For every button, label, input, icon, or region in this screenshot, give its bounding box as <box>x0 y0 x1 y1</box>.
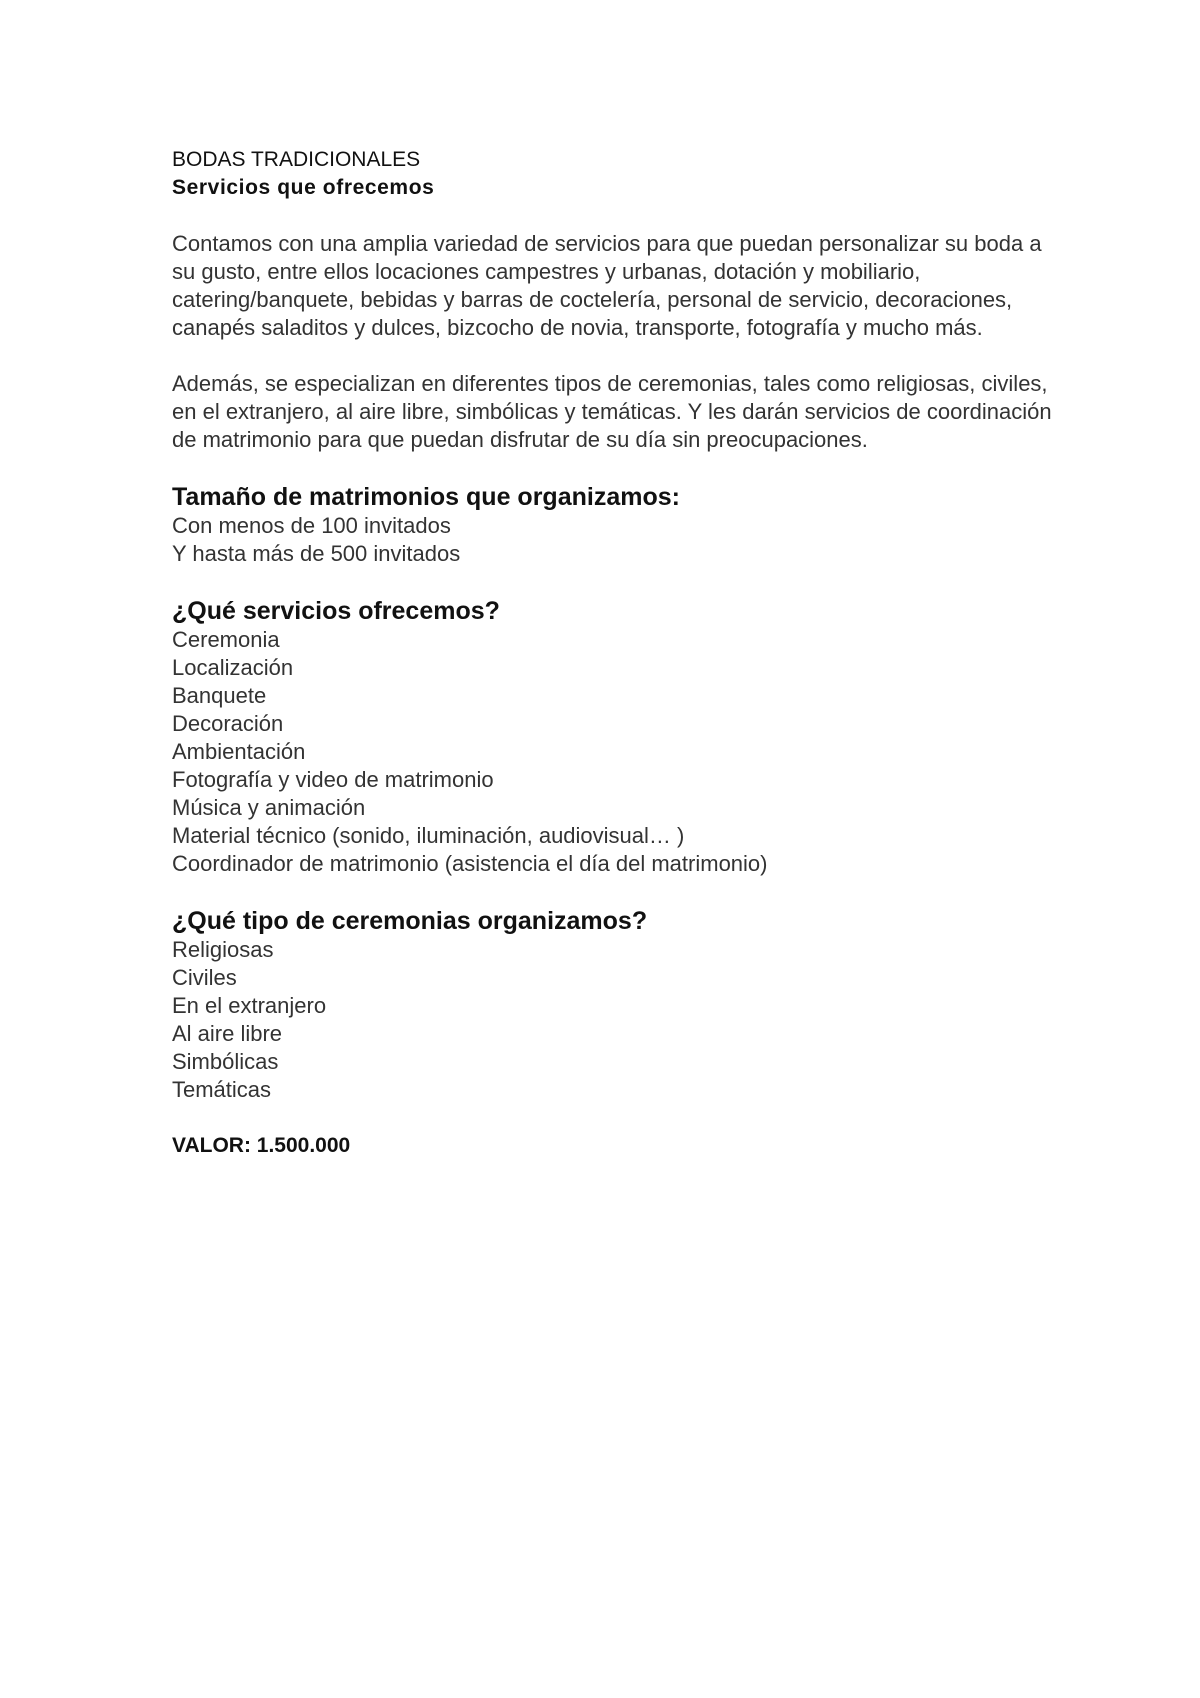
list-item: Simbólicas <box>172 1049 279 1074</box>
list-item: Y hasta más de 500 invitados <box>172 541 461 566</box>
intro-paragraph-2: Además, se especializan en diferentes tipos de ceremonias, tales como religiosas, civiles, en el extranjero, al aire libre, simbólicas y temáticas. Y les darán servicios de coordinación de matrimonio para que puedan disfrutar de su día sin preocupaciones. <box>172 371 1052 452</box>
list-item: Música y animación <box>172 795 366 820</box>
list-item: Con menos de 100 invitados <box>172 513 451 538</box>
document-page <box>172 146 1052 1160</box>
list-item: Decoración <box>172 711 284 736</box>
ceremonies-heading: ¿Qué tipo de ceremonias organizamos? <box>172 907 648 935</box>
list-item: Localización <box>172 655 294 680</box>
services-list <box>172 626 1052 878</box>
list-item: Banquete <box>172 683 267 708</box>
list-item: En el extranjero <box>172 993 327 1018</box>
list-item: Ceremonia <box>172 627 280 652</box>
list-item: Religiosas <box>172 937 274 962</box>
intro-paragraph-1: Contamos con una amplia variedad de servicios para que puedan personalizar su boda a su gusto, entre ellos locaciones campestres y urbanas, dotación y mobiliario, catering/banquete, bebidas y barras de coctelería, personal de servicio, decoraciones, canapés saladitos y dulces, bizcocho de novia, transporte, fotografía y mucho más. <box>172 231 1042 340</box>
list-item: Material técnico (sonido, iluminación, audiovisual… ) <box>172 823 685 848</box>
list-item: Temáticas <box>172 1077 272 1102</box>
sizes-list <box>172 512 1052 568</box>
list-item: Ambientación <box>172 739 306 764</box>
ceremonies-list <box>172 936 1052 1104</box>
price-value: VALOR: 1.500.000 <box>172 1134 351 1157</box>
list-item: Coordinador de matrimonio (asistencia el día del matrimonio) <box>172 851 768 876</box>
document-title: BODAS TRADICIONALES <box>172 148 421 171</box>
sizes-heading: Tamaño de matrimonios que organizamos: <box>172 483 680 511</box>
services-heading: ¿Qué servicios ofrecemos? <box>172 597 500 625</box>
list-item: Al aire libre <box>172 1021 283 1046</box>
document-subtitle: Servicios que ofrecemos <box>172 176 435 199</box>
list-item: Civiles <box>172 965 237 990</box>
list-item: Fotografía y video de matrimonio <box>172 767 494 792</box>
